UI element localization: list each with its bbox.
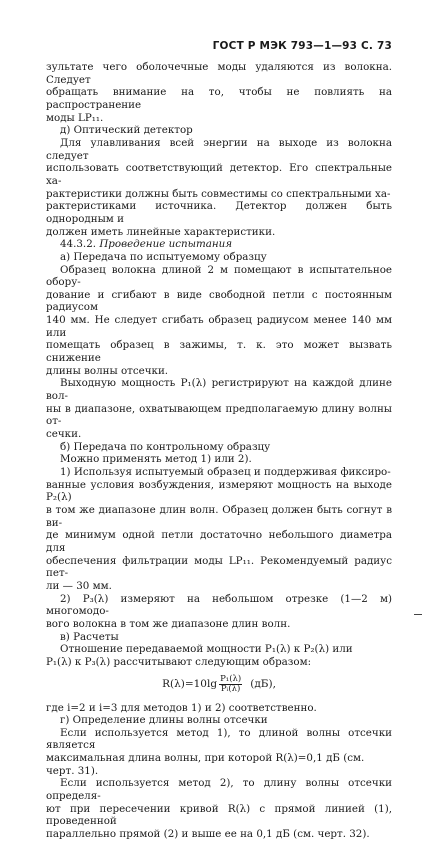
- text-line: Отношение передаваемой мощности P₁(λ) к P₂(λ) или: [60, 643, 353, 656]
- formula-fraction: [219, 675, 242, 694]
- text-line: где i=2 и i=3 для методов 1) и 2) соответственно.: [46, 701, 317, 714]
- text-line: а) Передача по испытуемому образцу: [60, 250, 267, 263]
- text-line: P₁(λ) к P₃(λ) рассчитывают следующим образом:: [46, 655, 312, 668]
- text-line: Выходную мощность P₁(λ) регистрируют на каждой длине вол-: [46, 377, 392, 403]
- page-corner-mark: [414, 614, 422, 615]
- text-line: 1) Используя испытуемый образец и поддерживая фиксиро-: [60, 466, 391, 478]
- text-block-top: [46, 61, 392, 669]
- text-line: рактеристиками источника. Детектор должен быть однородным и: [46, 200, 392, 225]
- text-block-bottom: [46, 702, 392, 841]
- text-line: в том же диапазоне длин волн. Образец должен быть согнут в ви-: [46, 503, 392, 529]
- text-line: черт. 31).: [46, 764, 99, 777]
- text-line: обеспечения фильтрации моды LP₁₁. Рекомендуемый радиус пет-: [46, 554, 392, 580]
- text-line: Можно применять метод 1) или 2).: [60, 453, 252, 466]
- text-line: Образец волокна длиной 2 м помещают в испытательное обору-: [46, 263, 392, 289]
- text-line: 140 мм. Не следует сгибать образец радиусом менее 140 мм или: [46, 314, 392, 339]
- text-line: помещать образец в зажимы, т. к. это может вызвать снижение: [46, 339, 392, 365]
- text-line: должен иметь линейные характеристики.: [46, 225, 276, 238]
- formula-rhs: (дБ),: [250, 678, 276, 691]
- text-line: рактеристики должны быть совместимы со спектральными ха-: [46, 187, 391, 200]
- text-line: обращать внимание на то, чтобы не повлиять на распространение: [46, 86, 392, 111]
- text-line: максимальная длина волны, при которой R(λ)=0,1 дБ (см.: [46, 752, 365, 765]
- text-line: дование и сгибают в виде свободной петли с постоянным радиусом: [46, 288, 392, 314]
- text-line: Если используется метод 2), то длину волны отсечки определя-: [46, 777, 392, 803]
- text-line: использовать соответствующий детектор. Его спектральные ха-: [46, 162, 392, 187]
- formula-denominator: Pᵢ(λ): [220, 684, 241, 694]
- text-line: моды LP₁₁.: [46, 111, 104, 124]
- text-line: ванные условия возбуждения, измеряют мощность на выходе P₂(λ): [46, 478, 392, 504]
- running-header: ГОСТ Р МЭК 793—1—93 С. 73: [212, 40, 392, 52]
- text-line: Для улавливания всей энергии на выходе из волокна следует: [46, 136, 392, 162]
- text-line: зультате чего оболочечные моды удаляются из волокна. Следует: [46, 61, 392, 86]
- text-line: длины волны отсечки.: [46, 364, 169, 377]
- formula-lhs: R(λ)=10lg: [162, 678, 218, 691]
- text-line: г) Определение длины волны отсечки: [60, 714, 268, 727]
- text-line: 44.3.2. Проведение испытания: [60, 238, 233, 251]
- text-line: ны в диапазоне, охватывающем предполагаемую длину волны от-: [46, 402, 392, 428]
- text-line: де минимум одной петли достаточно небольшого диаметра для: [46, 529, 392, 554]
- text-line: сечки.: [46, 428, 82, 441]
- document-body: [46, 61, 392, 841]
- text-line: 2) P₃(λ) измеряют на небольшом отрезке (1—2 м) многомодо-: [46, 592, 392, 618]
- text-line: в) Расчеты: [60, 630, 119, 643]
- text-line: вого волокна в том же диапазоне длин волн.: [46, 617, 291, 630]
- text-line: ли — 30 мм.: [46, 579, 112, 592]
- formula-numerator: P₁(λ): [220, 674, 242, 684]
- formula: [46, 671, 392, 699]
- text-line: д) Оптический детектор: [60, 124, 193, 137]
- text-line: параллельно прямой (2) и выше ее на 0,1 дБ (см. черт. 32).: [46, 828, 370, 841]
- text-line: б) Передача по контрольному образцу: [60, 440, 271, 453]
- text-line: Если используется метод 1), то длиной волны отсечки является: [46, 726, 392, 752]
- text-line: ют при пересечении кривой R(λ) с прямой линией (1), проведенной: [46, 802, 392, 828]
